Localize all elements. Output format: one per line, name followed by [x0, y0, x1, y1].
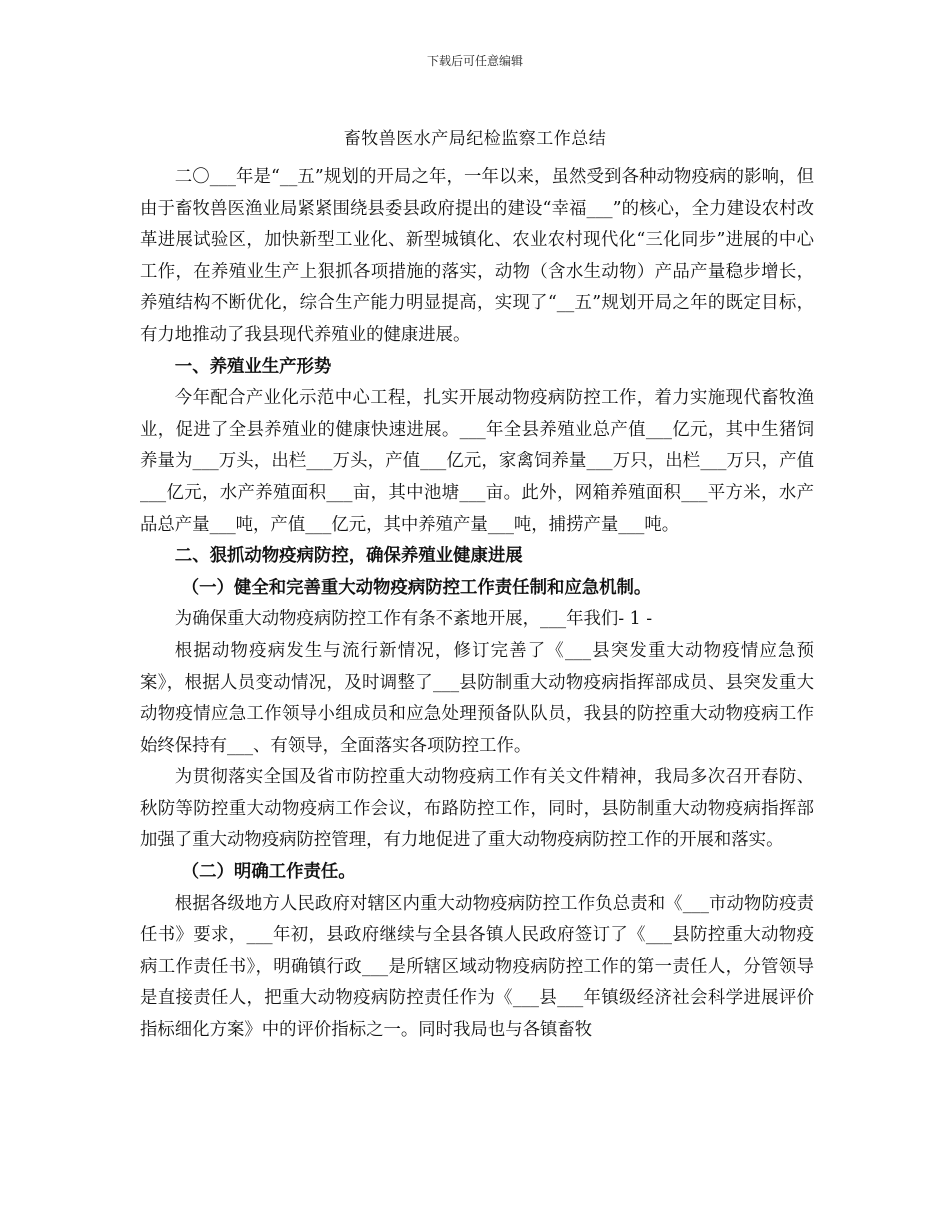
paragraph-intro: 二〇___年是“__五”规划的开局之年，一年以来，虽然受到各种动物疫病的影响，但由于畜牧兽医渔业局紧紧围绕县委县政府提出的建设“幸福___”的核心，全力建设农村改革进展试验区，加快新型工业化、新型城镇化、农业农村现代化“三化同步”进展的中心工作，在养殖业生产上狠抓各项措施的落实，动物（含水生动物）产品产量稳步增长，养殖结构不断优化，综合生产能力明显提高，实现了“__五”规划开局之年的既定目标，有力地推动了我县现代养殖业的健康进展。 — [140, 167, 814, 345]
document-body — [140, 162, 814, 1047]
subheading-2: （二）明确工作责任。 — [181, 862, 356, 883]
heading-section-2: 二、狠抓动物疫病防控，确保养殖业健康进展 — [174, 546, 523, 567]
paragraph-production: 今年配合产业化示范中心工程，扎实开展动物疫病防控工作，着力实施现代畜牧渔业，促进了全县养殖业的健康快速进展。___年全县养殖业总产值___亿元，其中生猪饲养量为___万头，出栏___万头，产值___亿元，家禽饲养量___万只，出栏___万只，产值___亿元，水产养殖面积___亩，其中池塘___亩。此外，网箱养殖面积___平方米，水产品总产量___吨，产值___亿元，其中养殖产量___吨，捕捞产量___吨。 — [140, 388, 814, 535]
paragraph-2: 根据动物疫病发生与流行新情况，修订完善了《___县突发重大动物疫情应急预案》，根据人员变动情况，及时调整了___县防制重大动物疫病指挥部成员、县突发重大动物疫情应急工作领导小组成员和应急处理预备队队员，我县的防控重大动物疫病工作始终保持有___、有领导，全面落实各项防控工作。 — [140, 640, 814, 756]
heading-section-1: 一、养殖业生产形势 — [174, 356, 332, 377]
subheading-1: （一）健全和完善重大动物疫病防控工作责任制和应急机制。 — [181, 577, 652, 598]
paragraph-4: 根据各级地方人民政府对辖区内重大动物疫病防控工作负总责和《___市动物防疫责任书》要求，___年初，县政府继续与全县各镇人民政府签订了《___县防控重大动物疫病工作责任书》，明确镇行政___是所辖区域动物疫病防控工作的第一责任人，分管领导是直接责任人，把重大动物疫病防控责任作为《___县___年镇级经济社会科学进展评价指标细化方案》中的评价指标之一。同时我局也与各镇畜牧 — [140, 893, 814, 1041]
document-title: 畜牧兽医水产局纪检监察工作总结 — [343, 129, 607, 149]
paragraph-3: 为贯彻落实全国及省市防控重大动物疫病工作有关文件精神，我局多次召开春防、秋防等防控重大动物疫病工作会议，布路防控工作，同时，县防制重大动物疫病指挥部加强了重大动物疫病防控管理，有力地促进了重大动物疫病防控工作的开展和落实。 — [140, 767, 814, 851]
paragraph-1: 为确保重大动物疫病防控工作有条不紊地开展，___年我们- 1 - — [174, 609, 653, 630]
page-header-note: 下载后可任意编辑 — [426, 54, 523, 68]
